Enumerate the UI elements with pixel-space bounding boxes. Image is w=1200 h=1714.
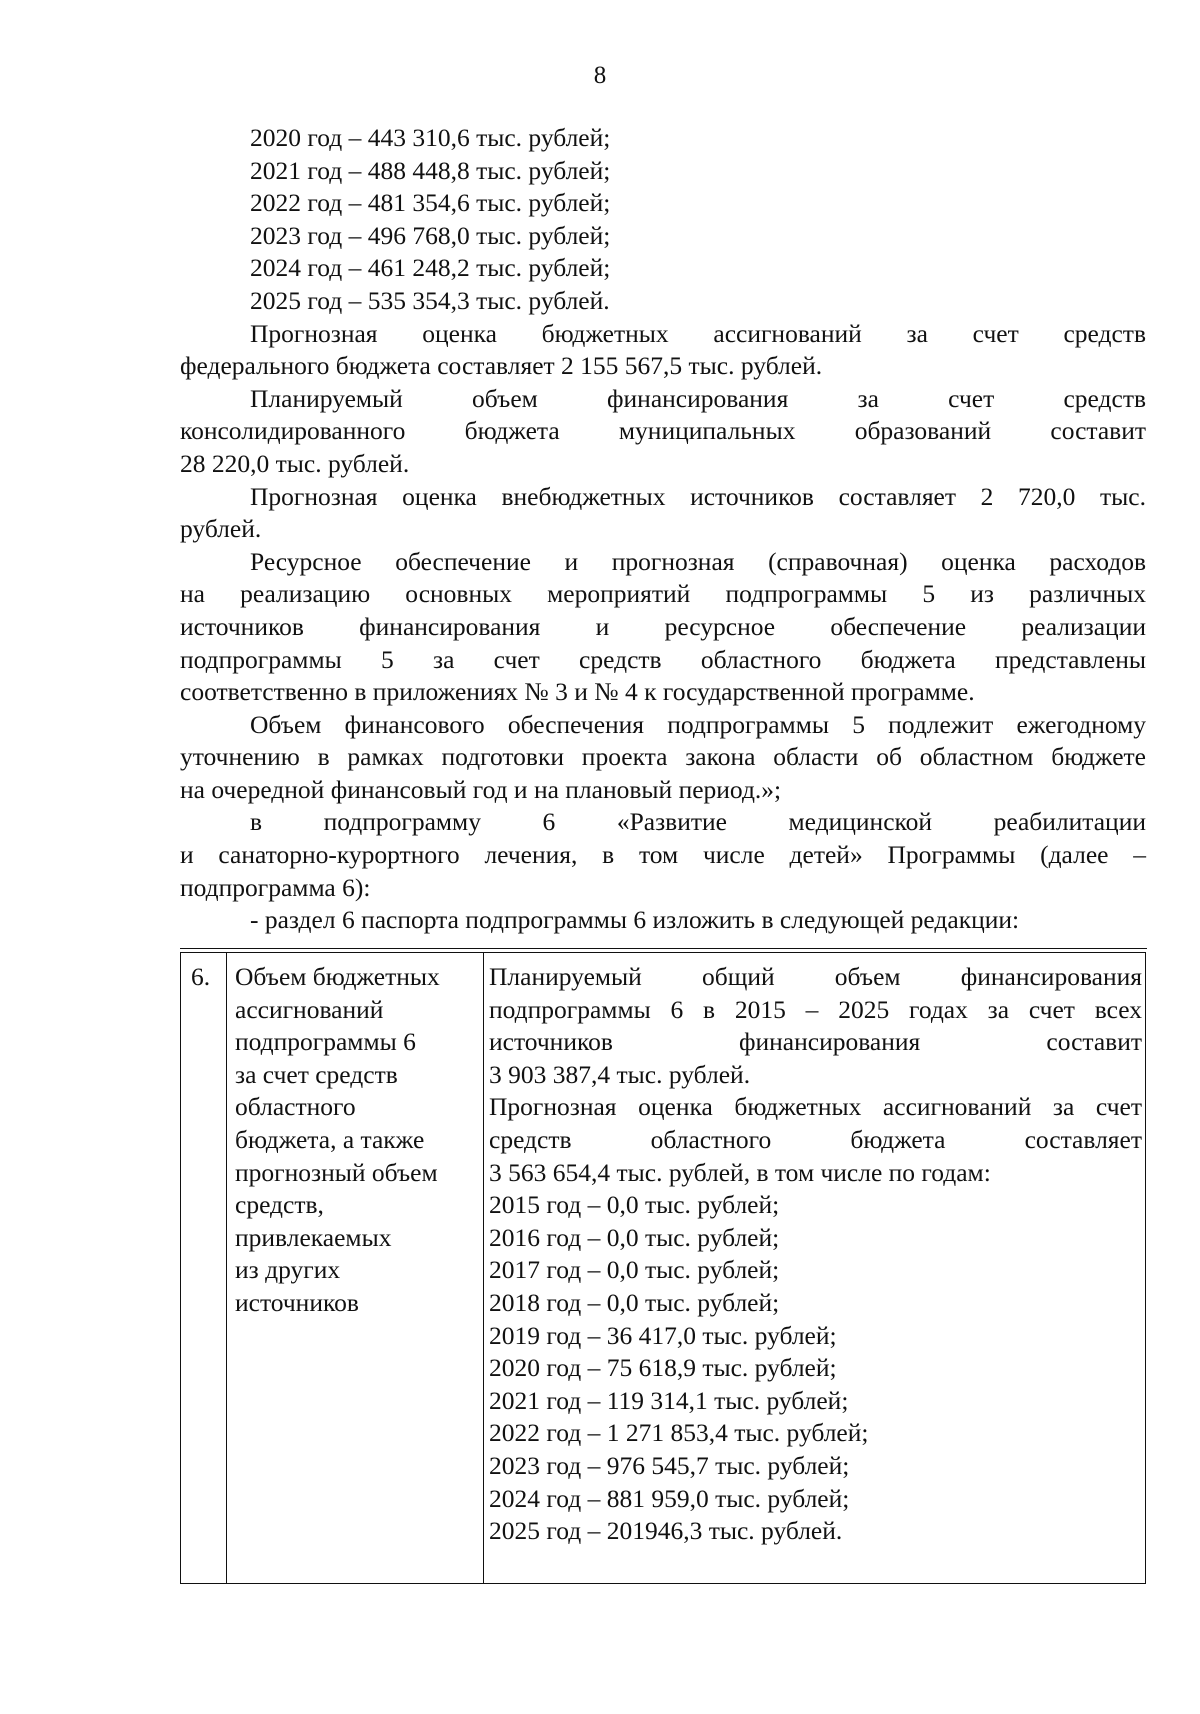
row-title — [235, 961, 440, 1320]
paragraph-line: 28 220,0 тыс. рублей. — [180, 448, 410, 478]
paragraph-line: Планируемый объем финансирования за счет средств — [250, 383, 1146, 413]
year-line: 2023 год – 976 545,7 тыс. рублей; — [489, 1450, 850, 1480]
body-line: подпрограммы 6 в 2015 – 2025 годах за счет всех — [489, 994, 1142, 1024]
table-cell-body — [484, 953, 1145, 1583]
title-line: привлекаемых — [235, 1222, 392, 1252]
year-line: 2022 год – 1 271 853,4 тыс. рублей; — [489, 1418, 869, 1448]
year-line: 2024 год – 461 248,2 тыс. рублей; — [250, 253, 611, 283]
title-line: подпрограммы 6 — [235, 1027, 416, 1057]
regional-total: 3 563 654,4 тыс. рублей, в том числе по годам: — [489, 1157, 991, 1187]
title-line: источников — [235, 1287, 359, 1317]
year-line: 2015 год – 0,0 тыс. рублей; — [489, 1190, 780, 1220]
year-line: 2025 год – 535 354,3 тыс. рублей. — [250, 285, 610, 315]
title-line: прогнозный объем — [235, 1157, 438, 1187]
year-line: 2022 год – 481 354,6 тыс. рублей; — [250, 188, 611, 218]
title-line: за счет средств — [235, 1059, 398, 1089]
year-line: 2019 год – 36 417,0 тыс. рублей; — [489, 1320, 837, 1350]
table-cell-title — [227, 953, 484, 1583]
year-line: 2017 год – 0,0 тыс. рублей; — [489, 1255, 780, 1285]
paragraph-line: консолидированного бюджета муниципальных образований составит — [180, 416, 1146, 446]
year-line: 2018 год – 0,0 тыс. рублей; — [489, 1287, 780, 1317]
title-line: Объем бюджетных — [235, 962, 440, 991]
paragraph-line: федерального бюджета составляет 2 155 567,5 тыс. рублей. — [180, 351, 823, 381]
paragraph-line: Прогнозная оценка бюджетных ассигнований за счет средств — [250, 318, 1146, 348]
year-line: 2016 год – 0,0 тыс. рублей; — [489, 1222, 780, 1252]
year-line: 2025 год – 201946,3 тыс. рублей. — [489, 1516, 843, 1546]
paragraph-line: на реализацию основных мероприятий подпрограммы 5 из различных — [180, 579, 1146, 609]
paragraph-line: подпрограммы 5 за счет средств областного бюджета представлены — [180, 644, 1146, 674]
paragraph-line: - раздел 6 паспорта подпрограммы 6 изложить в следующей редакции: — [250, 905, 1020, 935]
year-line: 2020 год – 443 310,6 тыс. рублей; — [250, 123, 611, 152]
title-line: областного — [235, 1092, 356, 1122]
title-line: из других — [235, 1255, 341, 1285]
year-line: 2024 год – 881 959,0 тыс. рублей; — [489, 1483, 850, 1513]
paragraph-line: рублей. — [180, 514, 262, 544]
title-line: бюджета, а также — [235, 1124, 425, 1154]
paragraph-line: на очередной финансовый год и на плановый период.»; — [180, 774, 782, 804]
body-line: Планируемый общий объем финансирования — [489, 962, 1142, 991]
passport-table — [180, 952, 1146, 1584]
row-number: 6. — [191, 962, 211, 991]
paragraph-line: уточнению в рамках подготовки проекта закона области об областном бюджете — [180, 742, 1146, 772]
table-cell-number — [181, 953, 227, 1583]
year-line: 2023 год – 496 768,0 тыс. рублей; — [250, 220, 611, 250]
paragraph-line: подпрограмма 6): — [180, 872, 371, 902]
paragraph-line: источников финансирования и ресурсное обеспечение реализации — [180, 611, 1146, 641]
row-body — [489, 961, 1142, 1548]
body-line: средств областного бюджета составляет — [489, 1124, 1142, 1154]
paragraph-line: Объем финансового обеспечения подпрограммы 5 подлежит ежегодному — [250, 709, 1146, 739]
paragraph-line: Ресурсное обеспечение и прогнозная (справочная) оценка расходов — [250, 546, 1146, 576]
title-line: средств, — [235, 1190, 324, 1220]
title-line: ассигнований — [235, 994, 384, 1024]
paragraph-line: в подпрограмму 6 «Развитие медицинской реабилитации — [250, 807, 1146, 837]
paragraph-line: соответственно в приложениях № 3 и № 4 к государственной программе. — [180, 677, 975, 707]
page-number: 8 — [593, 62, 607, 89]
body-text — [180, 122, 1146, 937]
year-line: 2021 год – 119 314,1 тыс. рублей; — [489, 1385, 849, 1415]
year-line: 2021 год – 488 448,8 тыс. рублей; — [250, 155, 611, 185]
paragraph-line: и санаторно-курортного лечения, в том числе детей» Программы (далее – — [180, 840, 1146, 870]
body-line: источников финансирования составит — [489, 1027, 1142, 1057]
total-amount: 3 903 387,4 тыс. рублей. — [489, 1059, 751, 1089]
paragraph-line: Прогнозная оценка внебюджетных источников составляет 2 720,0 тыс. — [250, 481, 1146, 511]
year-line: 2020 год – 75 618,9 тыс. рублей; — [489, 1353, 837, 1383]
body-line: Прогнозная оценка бюджетных ассигнований за счет — [489, 1092, 1142, 1122]
